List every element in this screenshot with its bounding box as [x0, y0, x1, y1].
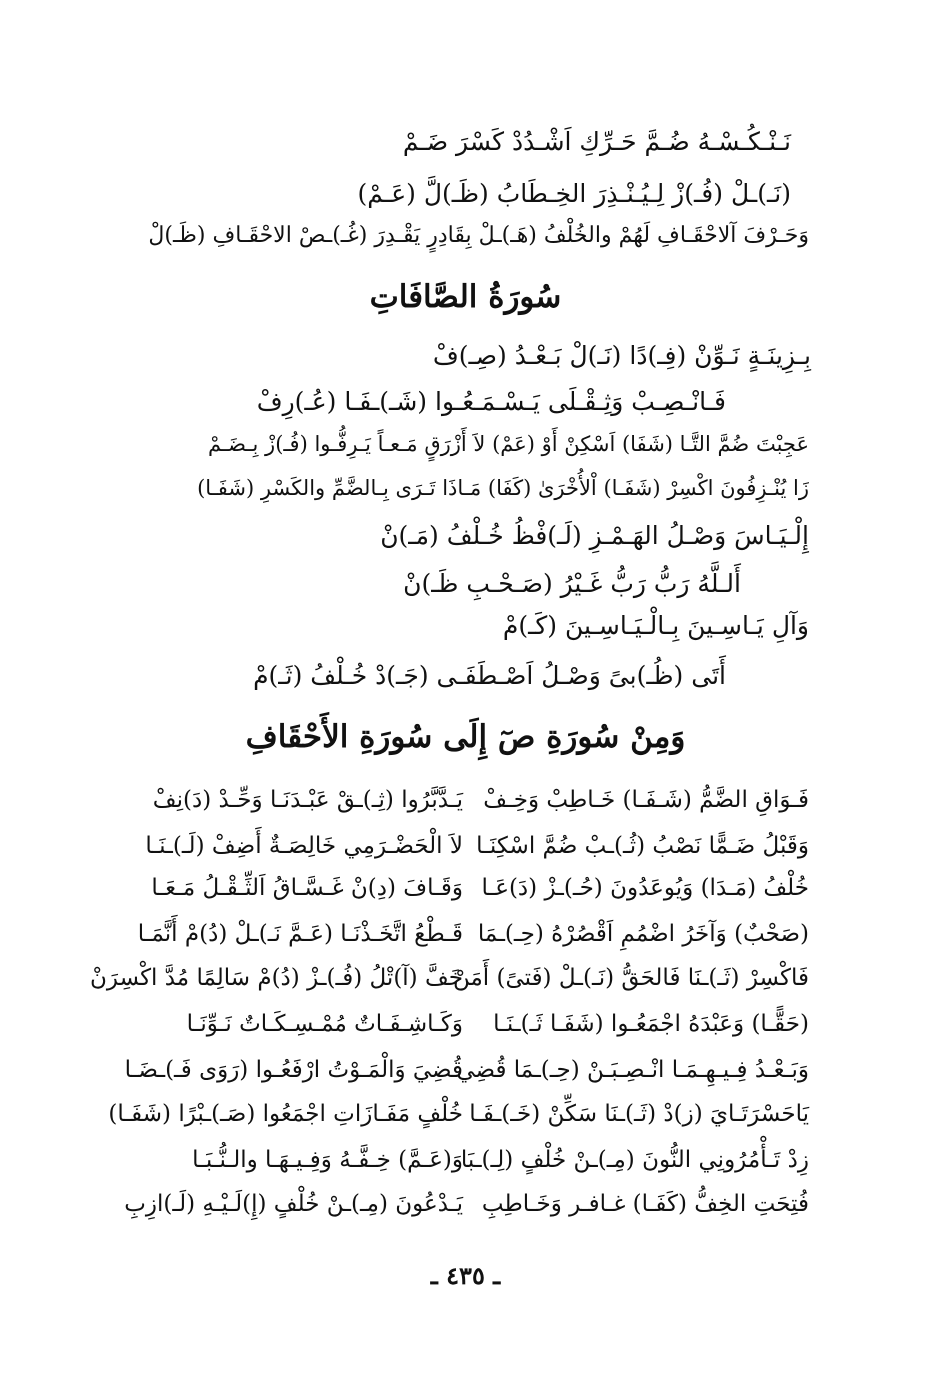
- verse-left-half: وَقَـافَ (دِ)نْ غَـسَّـاقُ اَلثِّـقْـلُ مَـعَـا: [151, 875, 463, 901]
- verse-line: زَا يُنْـزِفُونَ اكْسِرْ (شَفَـا) اْلأُخْرَىٰ (كَفَا) مَـاذَا تَـرَى بِـالضَّمِّ والكَسْرِ (شَفَـا): [197, 476, 809, 500]
- verse-line: وَحَـرْفَ آلاحْقَـافِ لَهُمْ والخُلْفُ (هَـ)ـلْ بِقَادِرٍ يَقْـدِرَ (غُـ)ـصْ الاحْقَـافِ (ظَـ)لْ: [148, 223, 809, 248]
- verse-right-half: وَقَبْلُ ضَـمًّا نَصْبُ (ثُـ)ـبْ ضُمَّ اسْكِنَـا: [476, 833, 809, 859]
- verse-line: أَتَى (ظُـ)بىً وَصْـلُ اَصْـطَفَـى (جَـ)دْ خُـلْفُ (ثَـ)مْ: [253, 661, 726, 690]
- verse-right-half: فُتِحَتِ الخِفُّ (كَفَـا) غـافـر وَخَـاطِبِ: [481, 1191, 809, 1217]
- verse-right-half: خُلْفُ (مَـدَا) وَيُوعَدُونَ (حُـ)ـزْ (دَ)عَـا: [481, 875, 809, 901]
- verse-line: أَلـلَّهُ رَبُّ رَبُّ غَـيْرُ (صَـحْـبِ ظَـ)نْ: [403, 569, 741, 598]
- verse-right-half: فَاكْسِرْ (ثَـ)ـنَا فَالحَقُّ (نَـ)ـلْ (فَتىً) أَمَنْ: [452, 965, 809, 991]
- verse-left-half: وَكَـاشِـفَـاتٌ مُمْـسِـكَـاتٌ نَـوِّنَـا: [186, 1011, 463, 1037]
- verse-left-half: خَفَّ (آ)تْلُ (فُـ)ـزْ (دُ)مْ سَالِمًا مُدَّ اكْسِرَنْ: [89, 965, 463, 991]
- verse-right-half: وَبَـعْـدُ فِـيـهِـمَـا انْـصِـبَـنْ (حِـ)ـمَا قُضِي: [456, 1057, 809, 1083]
- verse-line: وَآلِ يَـاسِـينَ بِـالْـيَـاسِـينَ (كَـ)مْ: [502, 611, 809, 640]
- verse-left-half: قُضِيَ وَالْمَـوْتُ ارْفَعُـوا (رَوَى فَـ)ـضَـا: [124, 1057, 463, 1083]
- verse-right-half: (صَحْبٌ) وَآخَرُ اضْمُمِ اَقْصُرْهُ (حِـ)ـمَا: [477, 921, 809, 947]
- section-heading: وَمِنْ سُورَةِ صٓ إِلَى سُورَةِ الأَحْقَافِ: [245, 719, 686, 755]
- verse-right-half: فَـوَاقِ الضَّمُّ (شَـفَـا) خَـاطِبْ وَخِـفْ: [483, 787, 809, 813]
- verse-line: نَـنْـكُـسْـهُ ضُـمَّ حَـرِّكِ اَشْـدُدْ كَسْرَ ضَـمْ: [402, 127, 791, 156]
- verse-left-half: وَ(عَـمَّ) خِـفَّـهُ وَفِـيـهَـا والـنُّـبَـا: [192, 1147, 463, 1173]
- verse-left-half: يَـدْعُونَ (مِـ)ـنْ خُلْفٍ (إِ)لَـيْـهِ (لَـ)ازِبِ: [124, 1191, 463, 1217]
- verse-line: بِـزِينَـةٍ نَـوِّنْ (فِـ)دًا (نَـ)لْ بَـعْـدُ (صِـ)فْ: [432, 341, 811, 370]
- verse-left-half: لاَ الْحَضْـرَمِي خَالِصَـةٌ أَضِفْ (لَـ)ـنَـا: [145, 833, 463, 859]
- verse-line: عَجِبْتَ ضُمَّ التَّـا (شَفَا) اَسْكِنْ أَوْ (عَمْ) لاَ أَزْرَقٍ مَـعـاً يَـرِفُّـوا (فُـ)زْ بِـضَـمْ: [208, 432, 809, 456]
- verse-left-half: قَـطْعُ اتَّخَـذْنَـا (عَـمَّ نَـ)ـلْ (دُ)مْ أَنَّمَـا: [137, 921, 463, 947]
- verse-left-half: خُلْفٍ مَفَـازَاتِ اجْمَعُوا (صَـ)ـبْرًا (شَفَـا): [108, 1101, 463, 1127]
- page-number: ـ ٤٣٥ ـ: [430, 1261, 501, 1290]
- verse-left-half: يَـدَّبَّرُوا (ثِـ)ـقْ عَبْـدَنَـا وَحِّـدْ (دَ)نِفْ: [152, 787, 463, 813]
- verse-right-half: يَاحَسْرَتَـايَ (ز)دْ (ثَـ)ـنَا سَكِّنْ (خَـ)ـفَـا: [469, 1101, 809, 1127]
- surah-heading: سُورَةُ الصَّافَاتِ: [369, 279, 562, 315]
- verse-line: إِلْـيَـاسَ وَصْـلُ الهَـمْـزِ (لَـ)فْظُ خُـلْفُ (مَـ)نْ: [380, 521, 809, 550]
- verse-line: فَـانْـصِـبْ وَثِـقْـلَى يَـسْـمَـعُـوا (شَـ)ـفَـا (عُـ)رِفْ: [256, 387, 726, 416]
- verse-line: (نَـ)ـلْ (فُـ)زْ لِـيُـنْـذِرَ الخِـطَابُ (ظَـ)لَّ (عَـمْ): [357, 179, 791, 208]
- verse-right-half: (حَقًّـا) وَعَبْدَهُ اجْمَعُـوا (شَفَـا ثَـ)ـنَـا: [493, 1011, 809, 1037]
- verse-right-half: زِدْ تَـأْمُرُونِي النُّونَ (مِـ)ـنْ خُلْفٍ (لِـ)ـبَا: [460, 1147, 809, 1173]
